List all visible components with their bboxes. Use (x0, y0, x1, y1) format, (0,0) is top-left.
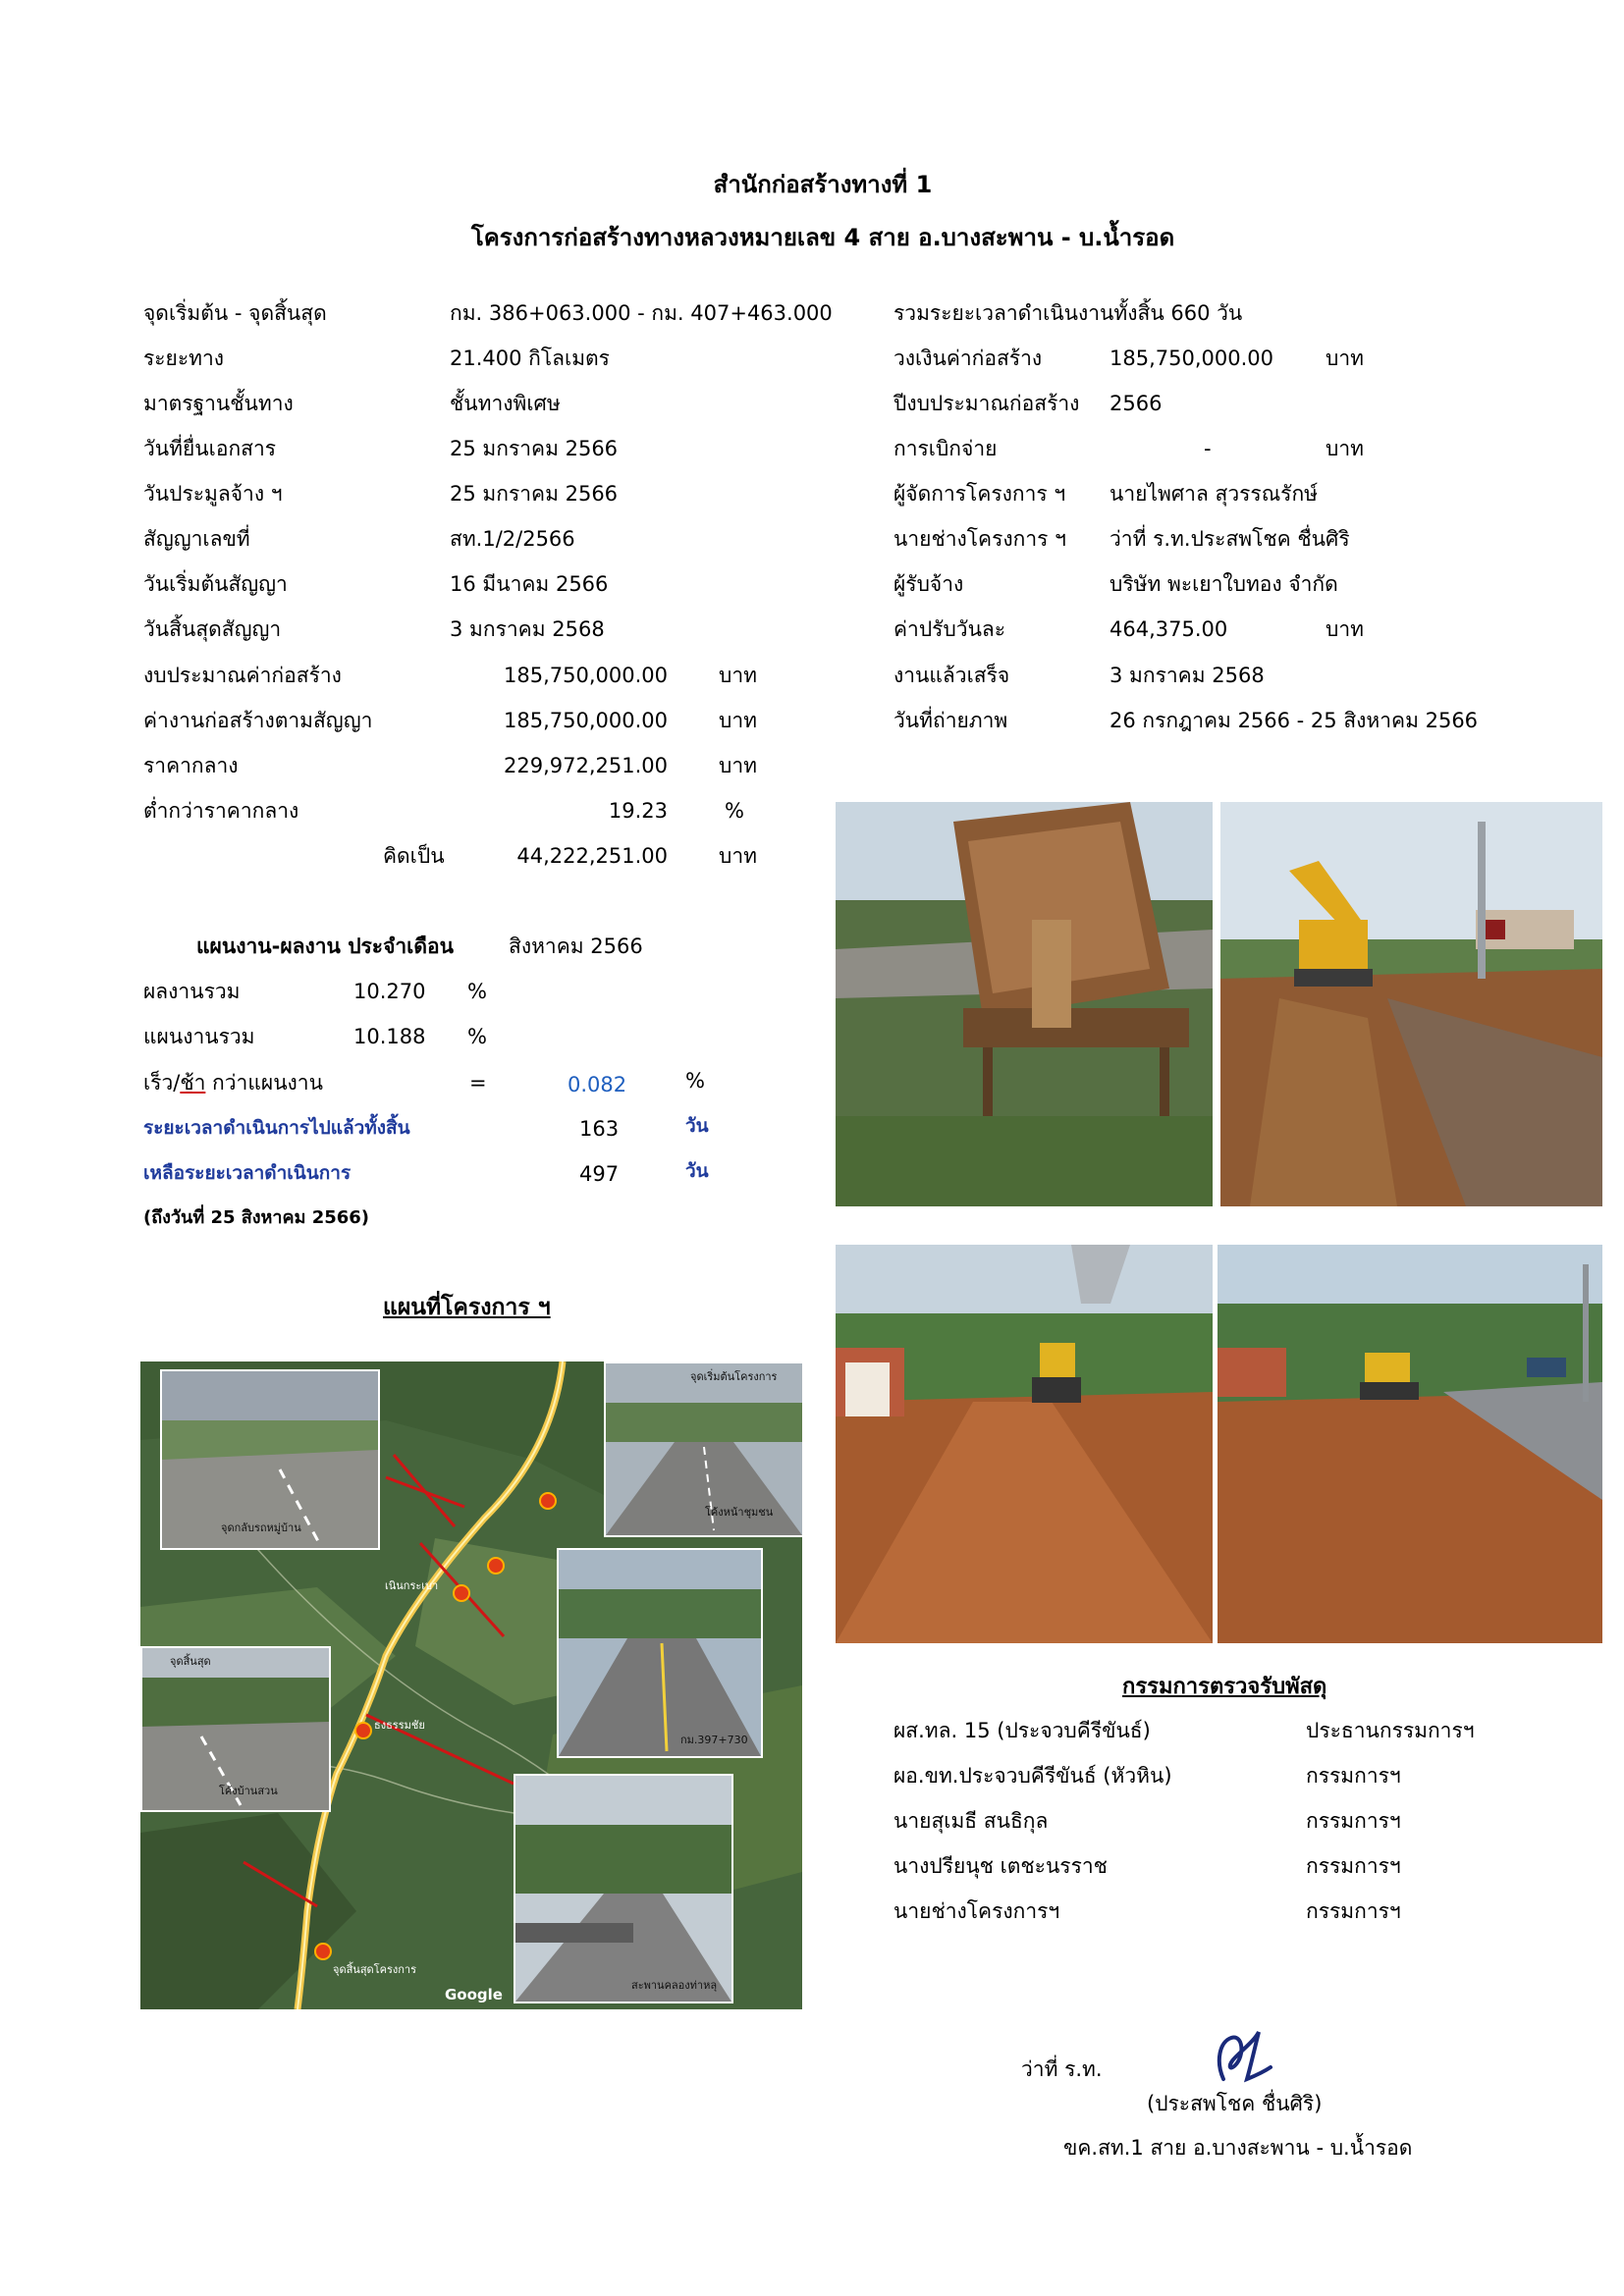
committee-role: ประธานกรรมการฯ (1306, 1719, 1475, 1742)
actual-unit: % (467, 980, 487, 1003)
money-value: 44,222,251.00 (516, 844, 668, 868)
info-value: ว่าที่ ร.ท.ประสพโชค ชื่นศิริ (1110, 527, 1350, 551)
as-of-date: (ถึงวันที่ 25 สิงหาคม 2566) (143, 1207, 370, 1228)
money-unit: บาท (719, 709, 757, 732)
site-photo-fallen-shed (836, 802, 1213, 1206)
map-inset-caption: กม.397+730 (680, 1734, 748, 1746)
diff-value: 0.082 (568, 1073, 627, 1096)
money-label: งบประมาณค่าก่อสร้าง (143, 664, 342, 687)
info-value: 16 มีนาคม 2566 (450, 572, 609, 596)
info-value: 25 มกราคม 2566 (450, 482, 619, 506)
diff-unit: % (685, 1069, 705, 1093)
map-inset-caption: จุดเริ่มต้นโครงการ (690, 1370, 778, 1383)
money-value: 19.23 (608, 799, 668, 823)
committee-member: ผส.ทล. 15 (ประจวบคีรีขันธ์) (893, 1719, 1151, 1742)
signer-rank: ว่าที่ ร.ท. (1021, 2057, 1103, 2081)
site-photo-roller (836, 1245, 1213, 1643)
project-title: โครงการก่อสร้างทางหลวงหมายเลข 4 สาย อ.บางสะพาน - บ.น้ำรอด (470, 224, 1175, 251)
map-inset-caption: จุดกลับรถหมู่บ้าน (221, 1522, 301, 1534)
site-photo-grader (1218, 1245, 1602, 1643)
info-unit: บาท (1326, 347, 1364, 370)
info-label: จุดเริ่มต้น - จุดสิ้นสุด (143, 301, 327, 325)
info-label: วันสิ้นสุดสัญญา (143, 617, 282, 641)
money-unit: บาท (719, 844, 757, 868)
diff-equals: = (469, 1071, 487, 1095)
signer-position: ขค.สท.1 สาย อ.บางสะพาน - บ.น้ำรอด (1063, 2136, 1413, 2160)
map-inset-photo (514, 1774, 733, 2003)
progress-month: สิงหาคม 2566 (509, 934, 643, 958)
money-value: 229,972,251.00 (504, 754, 668, 777)
committee-role: กรรมการฯ (1306, 1809, 1401, 1833)
map-marker (314, 1943, 332, 1960)
money-label: ราคากลาง (143, 754, 239, 777)
remain-unit: วัน (685, 1160, 709, 1182)
info-label: ผู้รับจ้าง (893, 572, 964, 596)
committee-member: นายสุเมธี สนธิกุล (893, 1809, 1049, 1833)
info-unit: บาท (1326, 437, 1364, 460)
map-marker (487, 1557, 505, 1575)
info-label: นายช่างโครงการ ฯ (893, 527, 1066, 551)
info-label: วันที่ยื่นเอกสาร (143, 437, 277, 460)
info-value: 26 กรกฎาคม 2566 - 25 สิงหาคม 2566 (1110, 709, 1479, 732)
remain-label: เหลือระยะเวลาดำเนินการ (143, 1162, 352, 1184)
info-label: ระยะทาง (143, 347, 225, 370)
site-photo-excavator (1220, 802, 1602, 1206)
info-value: กม. 386+063.000 - กม. 407+463.000 (450, 301, 833, 325)
committee-title: กรรมการตรวจรับพัสดุ (1122, 1675, 1327, 1699)
info-label: ปีงบประมาณก่อสร้าง (893, 392, 1080, 415)
money-unit: บาท (719, 664, 757, 687)
map-inset-caption: สะพานคลองท่าหลุ (631, 1979, 718, 1992)
money-unit: % (725, 799, 744, 823)
committee-member: นายช่างโครงการฯ (893, 1899, 1060, 1923)
money-value: 185,750,000.00 (504, 664, 668, 687)
info-label: ผู้จัดการโครงการ ฯ (893, 482, 1066, 506)
info-value: สท.1/2/2566 (450, 527, 575, 551)
committee-member: ผอ.ขท.ประจวบคีรีขันธ์ (หัวหิน) (893, 1764, 1172, 1788)
committee-role: กรรมการฯ (1306, 1854, 1401, 1878)
diff-label-rest: กว่าแผนงาน (205, 1071, 323, 1095)
elapsed-value: 163 (579, 1117, 620, 1141)
money-unit: บาท (719, 754, 757, 777)
info-label: งานแล้วเสร็จ (893, 664, 1010, 687)
map-marker (539, 1492, 557, 1510)
diff-label-fast: เร็ว/ (143, 1071, 181, 1095)
info-value: 3 มกราคม 2568 (1110, 664, 1265, 687)
info-label: วงเงินค่าก่อสร้าง (893, 347, 1043, 370)
info-value: - (1204, 437, 1212, 460)
info-label: วันที่ถ่ายภาพ (893, 709, 1008, 732)
info-label: การเบิกจ่าย (893, 437, 998, 460)
info-value: 25 มกราคม 2566 (450, 437, 619, 460)
signer-name: (ประสพโชค ชื่นศิริ) (1147, 2092, 1323, 2115)
info-value: 3 มกราคม 2568 (450, 617, 605, 641)
project-map (140, 1362, 802, 2009)
money-label: คิดเป็น (383, 844, 445, 868)
money-label: ค่างานก่อสร้างตามสัญญา (143, 709, 373, 732)
info-label: ค่าปรับวันละ (893, 617, 1006, 641)
map-logo: Google (445, 1986, 503, 2003)
actual-value: 10.270 (353, 980, 426, 1003)
map-place-label: จุดสิ้นสุดโครงการ (333, 1963, 416, 1976)
info-value: 185,750,000.00 (1110, 347, 1273, 370)
info-value: ชั้นทางพิเศษ (450, 392, 561, 415)
info-label: วันประมูลจ้าง ฯ (143, 482, 283, 506)
info-value: 464,375.00 (1110, 617, 1228, 641)
plan-unit: % (467, 1025, 487, 1048)
map-place-label: เนินกระเบา (385, 1579, 439, 1592)
map-marker (354, 1722, 372, 1739)
elapsed-unit: วัน (685, 1115, 709, 1137)
info-value: 2566 (1110, 392, 1163, 415)
money-label: ต่ำกว่าราคากลาง (143, 799, 299, 823)
info-unit: บาท (1326, 617, 1364, 641)
info-value: 21.400 กิโลเมตร (450, 347, 610, 370)
info-label: วันเริ่มต้นสัญญา (143, 572, 288, 596)
actual-label: ผลงานรวม (143, 980, 241, 1003)
elapsed-label: ระยะเวลาดำเนินการไปแล้วทั้งสิ้น (143, 1117, 410, 1139)
info-value: นายไพศาล สุวรรณรักษ์ (1110, 482, 1319, 506)
info-value: บริษัท พะเยาใบทอง จำกัด (1110, 572, 1338, 596)
remain-value: 497 (579, 1162, 620, 1186)
map-inset-caption: โค้งหน้าชุมชน (705, 1506, 774, 1519)
map-marker (453, 1584, 470, 1602)
office-title: สำนักก่อสร้างทางที่ 1 (713, 171, 933, 198)
map-inset-photo (557, 1548, 763, 1758)
committee-role: กรรมการฯ (1306, 1899, 1401, 1923)
committee-member: นางปรียนุช เตชะนรราช (893, 1854, 1108, 1878)
map-inset-caption: จุดสิ้นสุด (170, 1655, 211, 1668)
plan-label: แผนงานรวม (143, 1025, 255, 1048)
map-title: แผนที่โครงการ ฯ (383, 1295, 551, 1320)
info-label: มาตรฐานชั้นทาง (143, 392, 294, 415)
diff-label-slow: ช้า (180, 1071, 206, 1095)
money-value: 185,750,000.00 (504, 709, 668, 732)
handwritten-signature (1206, 2022, 1274, 2091)
diff-label (143, 1073, 323, 1094)
committee-role: กรรมการฯ (1306, 1764, 1401, 1788)
progress-title: แผนงาน-ผลงาน ประจำเดือน (196, 934, 454, 958)
map-inset-caption: โค้งบ้านสวน (219, 1785, 278, 1797)
map-place-label: ธงธรรมชัย (374, 1719, 425, 1732)
info-label: สัญญาเลขที่ (143, 527, 250, 551)
duration-total: รวมระยะเวลาดำเนินงานทั้งสิ้น 660 วัน (893, 301, 1243, 325)
plan-value: 10.188 (353, 1025, 426, 1048)
